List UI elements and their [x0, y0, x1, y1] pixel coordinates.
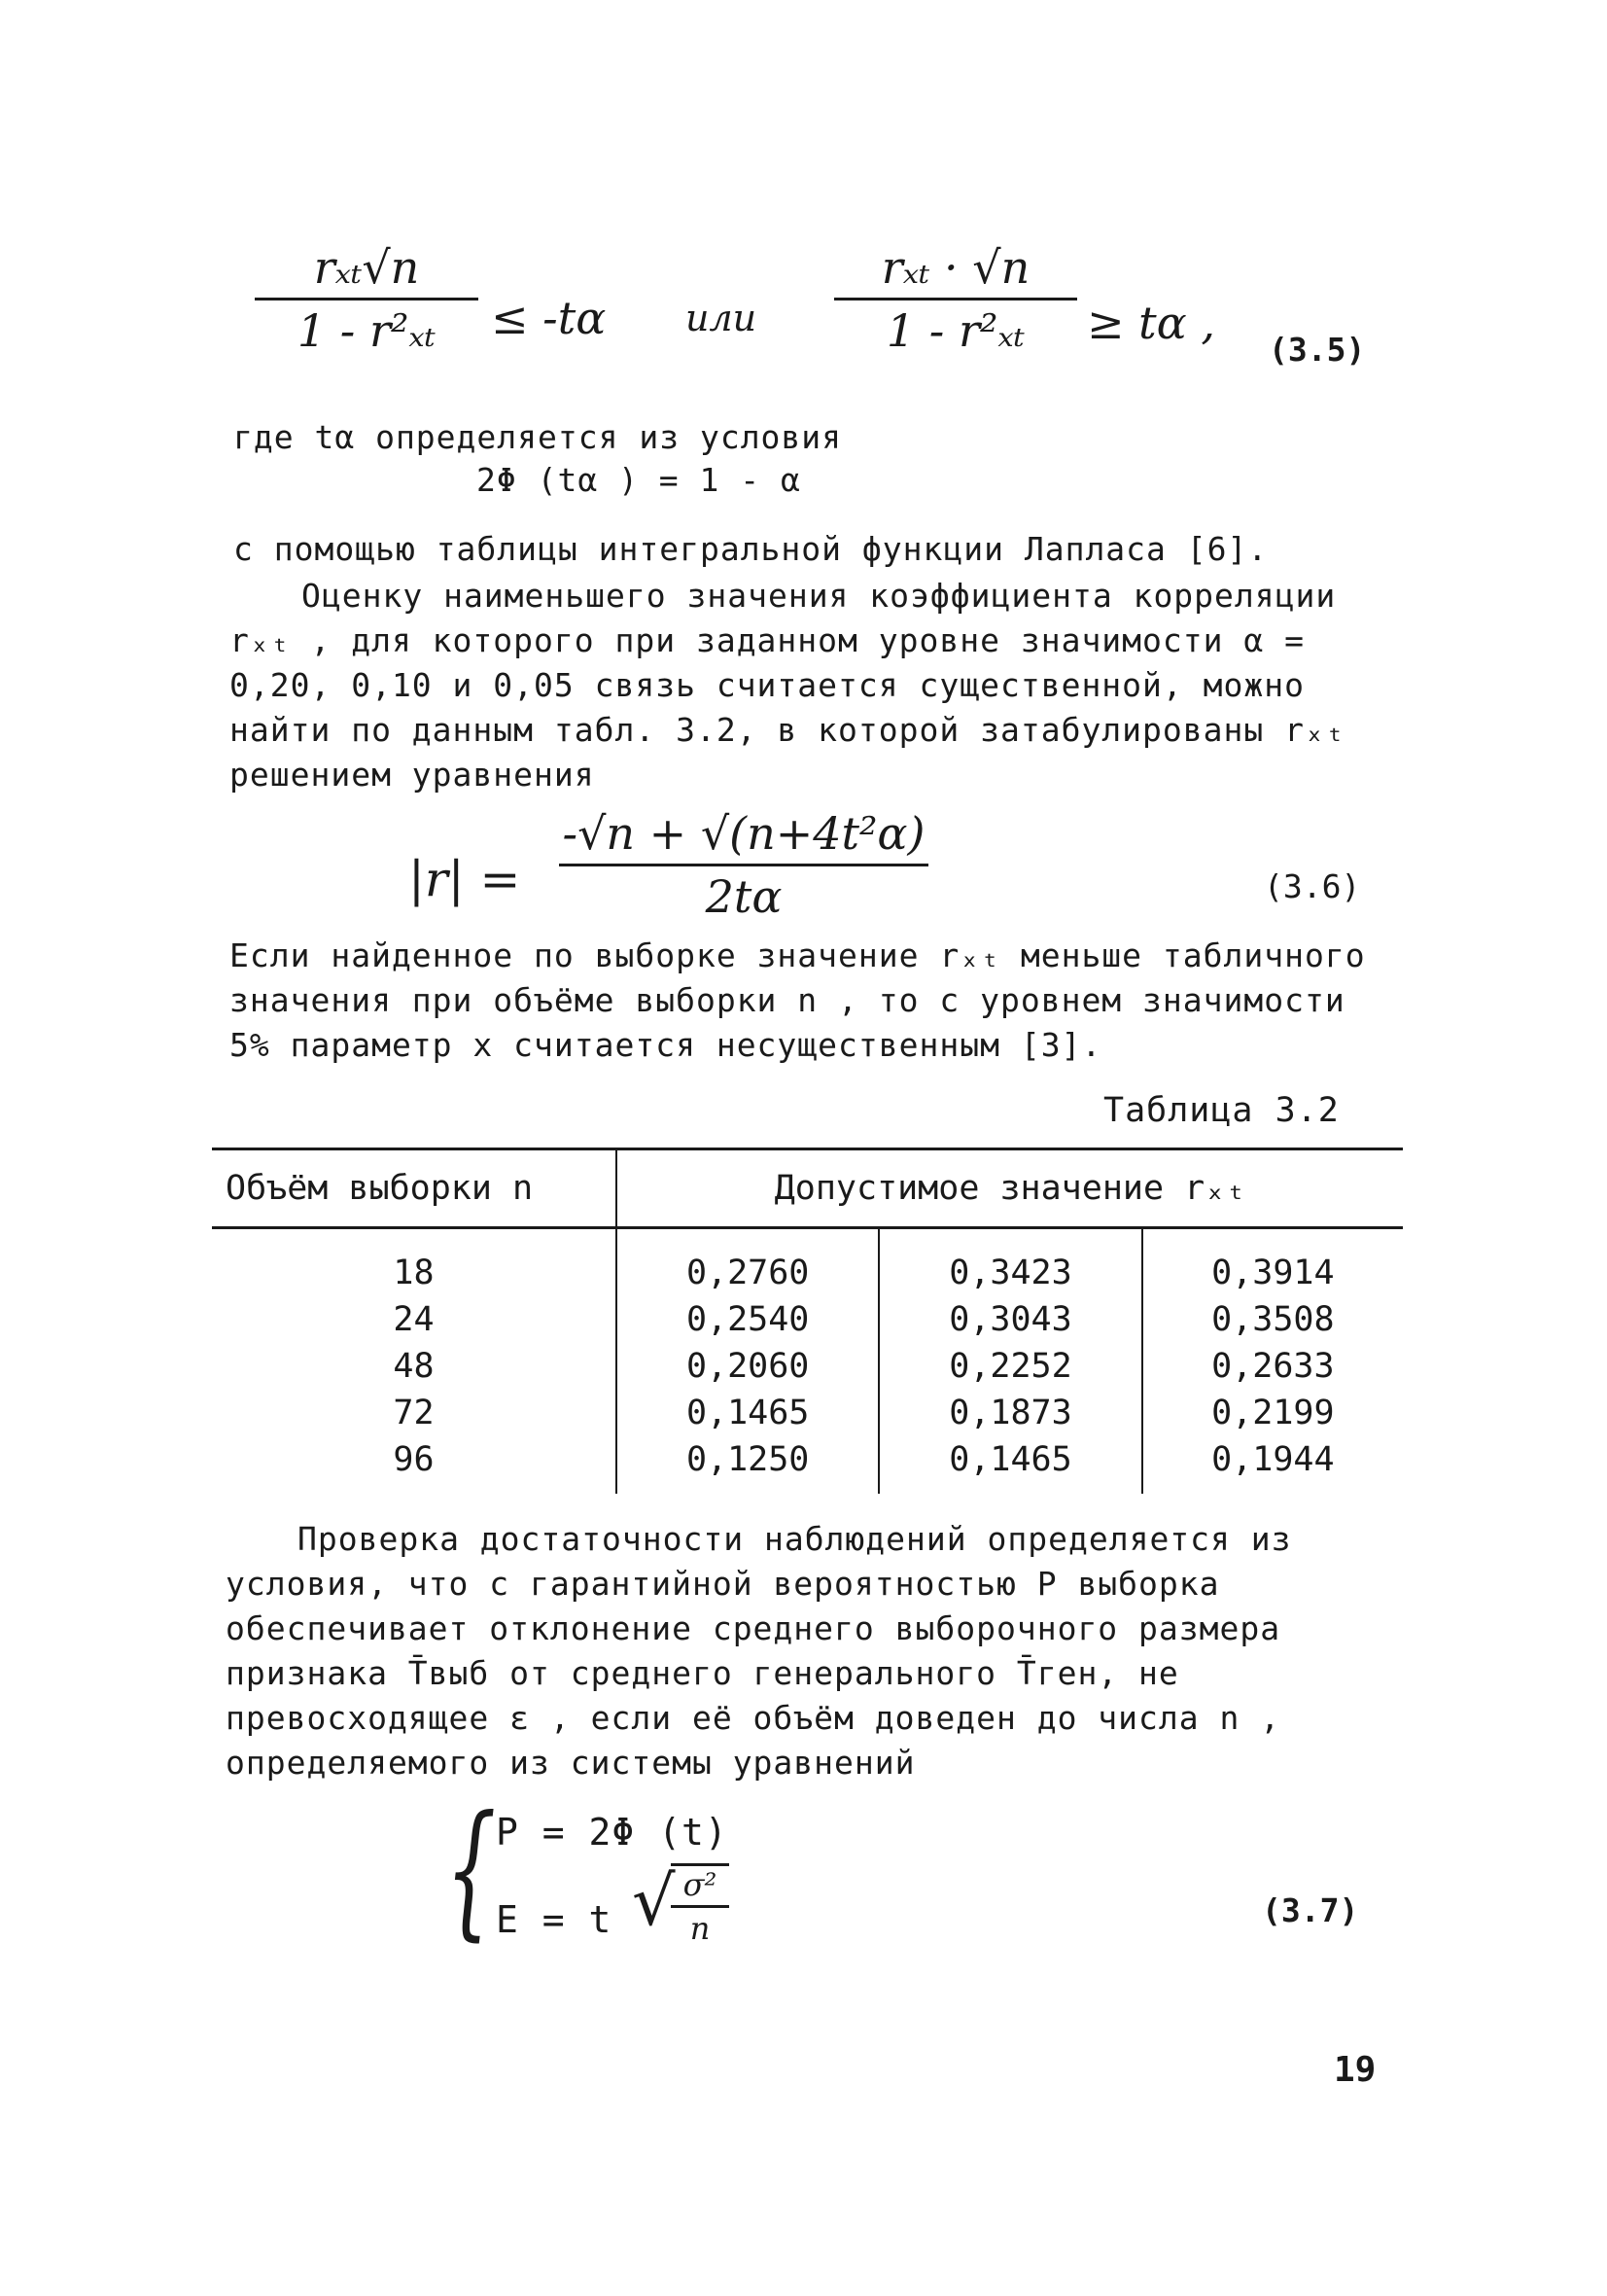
table-row: [212, 1436, 1403, 1494]
table-row: [212, 1390, 1403, 1436]
cell-value: 0,2252: [879, 1343, 1141, 1390]
fraction-bar: [255, 298, 478, 300]
cell-value: 0,1944: [1211, 1440, 1335, 1479]
eq37-fraction: [671, 1863, 729, 1947]
cell-value: 0,1465: [616, 1390, 879, 1436]
cell-value: 0,2760: [616, 1228, 879, 1297]
cell-value: 0,2060: [616, 1343, 879, 1390]
cell-value: 0,2199: [1211, 1394, 1335, 1432]
paragraph-correlation: Оценку наименьшего значения коэффициента корреляции rₓₜ , для которого при заданном уровне значимости α = 0,20, 0,10 и 0,05 связь считается существенной, можно найти по данным табл. 3.2, в которой затабулированы rₓₜ решением уравнения: [229, 577, 1345, 794]
eq35-number: (3.5): [1269, 331, 1366, 369]
eq37-radical: √: [632, 1861, 676, 1941]
eq37-number: (3.7): [1262, 1891, 1359, 1929]
where-line: где tα определяется из условия: [233, 418, 843, 456]
condition-formula: 2Φ (tα ) = 1 - α: [476, 461, 801, 499]
cell-value: 0,1873: [879, 1390, 1141, 1436]
eq36-lhs: |r| =: [408, 851, 521, 907]
col-header-allowed-value: Допустимое значение rₓₜ: [616, 1149, 1403, 1228]
eq37-line2-lhs: E = t: [496, 1898, 612, 1941]
cell-n: 72: [212, 1390, 616, 1436]
cell-value: 0,3043: [879, 1296, 1141, 1343]
eq35-right-numerator: rₓₜ · √n: [881, 241, 1031, 294]
cell-n: 18: [212, 1228, 616, 1297]
fraction-bar: [559, 864, 928, 866]
eq35-left-numerator: rₓₜ√n: [313, 241, 420, 294]
cell-value: 0,3423: [879, 1228, 1141, 1297]
eq37-fraction-denominator: n: [689, 1910, 711, 1947]
table-3-2: [212, 1148, 1403, 1494]
cell-n: 48: [212, 1343, 616, 1390]
eq35-left-denominator: 1 - r²ₓₜ: [297, 304, 437, 357]
fraction-bar: [834, 298, 1077, 300]
table-row: [212, 1228, 1403, 1297]
eq37-fraction-numerator: σ²: [682, 1866, 717, 1903]
laplace-line: с помощью таблицы интегральной функции Лапласа [6].: [233, 530, 1269, 568]
eq36-fraction: [559, 807, 928, 923]
cell-value: 0,3914: [1211, 1254, 1335, 1292]
table-caption: Таблица 3.2: [1103, 1091, 1340, 1130]
eq36-number: (3.6): [1264, 867, 1361, 905]
paragraph-significance: Если найденное по выборке значение rₓₜ меньше табличного значения при объёме выборки n , то с уровнем значимости 5% параметр x считается несущественным [3].: [229, 936, 1366, 1064]
cell-value: 0,1465: [879, 1436, 1141, 1494]
cell-value: 0,3508: [1211, 1300, 1335, 1339]
table-row: [212, 1343, 1403, 1390]
cell-value: 0,2633: [1211, 1347, 1335, 1386]
cell-value: 0,2540: [616, 1296, 879, 1343]
eq37-line1: P = 2Φ (t): [496, 1811, 728, 1854]
table-row: [212, 1296, 1403, 1343]
page-number: 19: [1334, 2050, 1377, 2090]
eq35-left-relation: ≤ -tα: [491, 292, 607, 344]
eq35-right-denominator: 1 - r²ₓₜ: [886, 304, 1026, 357]
eq37-brace: {: [445, 1785, 497, 1955]
eq35-right-fraction: [834, 241, 1077, 357]
paragraph-sufficiency: Проверка достаточности наблюдений определяется из условия, что с гарантийной вероятностью P выборка обеспечивает отклонение среднего выборочного размера признака T̄выб от среднего генерального T̄ген, не превосходящее ε , если её объём доведен до числа n , определяемого из системы уравнений: [226, 1520, 1292, 1782]
cell-n: 96: [212, 1436, 616, 1494]
eq35-or: или: [685, 297, 757, 339]
cell-n: 24: [212, 1296, 616, 1343]
eq36-denominator: 2tα: [705, 870, 783, 923]
fraction-bar: [671, 1905, 729, 1908]
eq35-left-fraction: [255, 241, 478, 357]
cell-value: 0,1250: [616, 1436, 879, 1494]
eq36-numerator: -√n + √(n+4t²α): [562, 807, 926, 860]
col-header-sample-size: Объём выборки n: [212, 1149, 616, 1228]
eq35-right-relation: ≥ tα ,: [1087, 297, 1215, 349]
